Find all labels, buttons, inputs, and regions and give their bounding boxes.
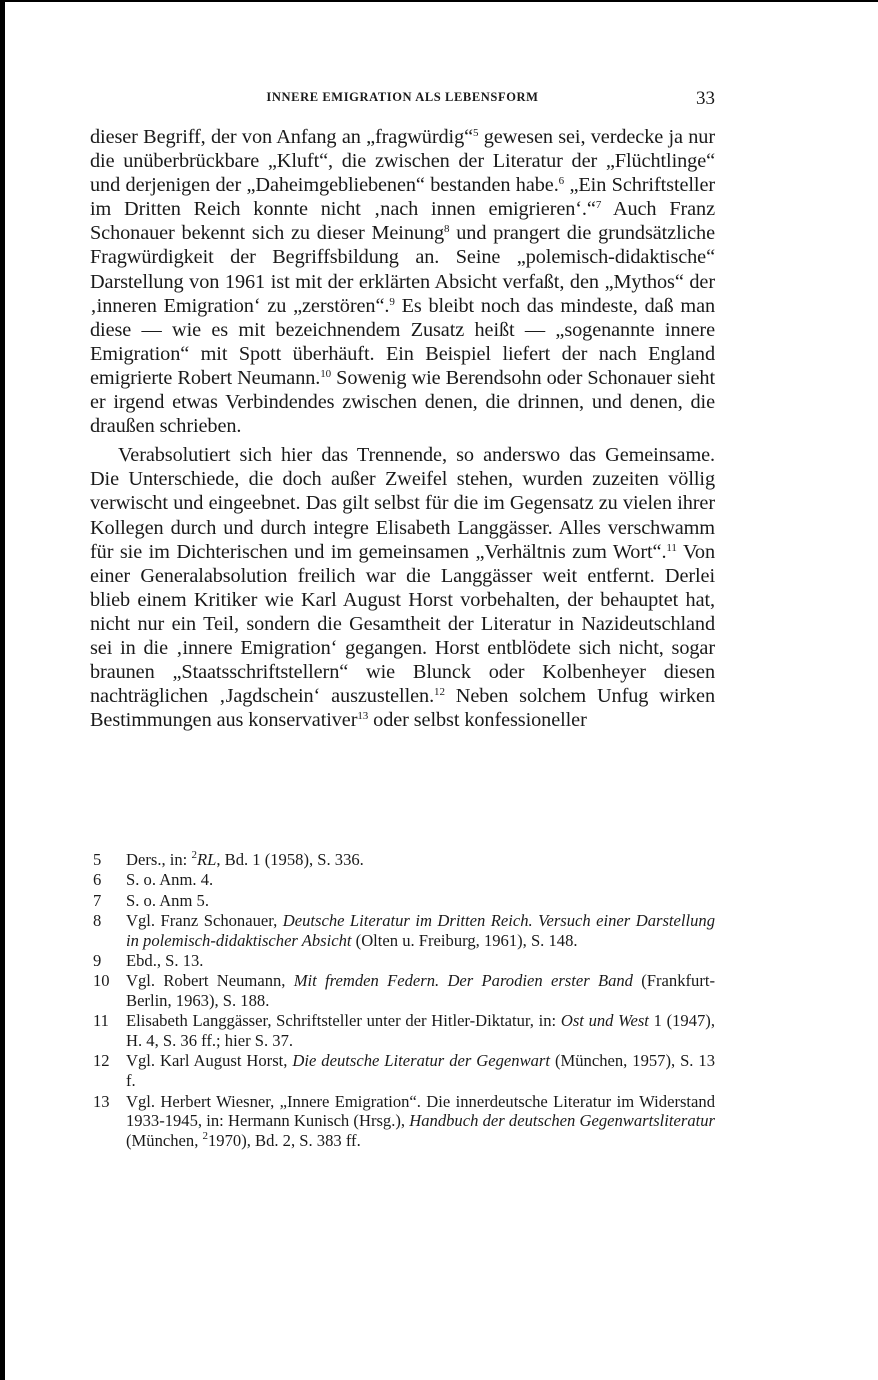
footnote-text: Vgl. Robert Neumann, Mit fremden Federn. Der Parodien erster Band (Frankfurt-Berlin, 1963), S. 188. bbox=[126, 971, 715, 1011]
footnote-text: Ebd., S. 13. bbox=[126, 950, 204, 970]
text-run: Neben solchem Unfug wirken Bestimmungen aus konservativer bbox=[90, 685, 715, 732]
text-run: oder selbst konfessioneller bbox=[368, 709, 587, 732]
footnote-number: 7 bbox=[93, 890, 102, 910]
text-run: Sowenig wie Berendsohn oder Schonauer sieht er irgend etwas Verbindendes zwischen denen, die drinnen, und denen, die draußen schrieben. bbox=[90, 366, 715, 438]
footnote-text: Vgl. Herbert Wiesner, „Innere Emigration“. Die innerdeutsche Literatur im Widerstand 1933-1945, in: Hermann Kunisch (Hrsg.), Handbuch der deutschen Gegenwartsliteratur (München, $^2$1970), Bd. 2, S. 383 ff. bbox=[126, 1091, 715, 1151]
footnote-text: Vgl. Franz Schonauer, Deutsche Literatur im Dritten Reich. Versuch einer Darstellung in polemisch-didaktischer Absicht (Olten u. Freiburg, 1961), S. 148. bbox=[126, 910, 715, 950]
footnote-9 bbox=[90, 951, 715, 971]
footnote-5 bbox=[90, 850, 715, 870]
main-text bbox=[90, 125, 715, 732]
edition-sup: 2 bbox=[191, 849, 197, 861]
footnote-13 bbox=[90, 1092, 715, 1151]
running-title: INNERE EMIGRATION ALS LEBENSFORM bbox=[266, 90, 539, 104]
footnote-6 bbox=[90, 870, 715, 890]
footnote-ref: 10 bbox=[320, 367, 332, 380]
text-run: dieser Begriff, der von Anfang an „fragwürdig“ bbox=[90, 126, 474, 148]
text-run: Von einer Generalabsolution freilich war die Langgässer weit entfernt. Derlei blieb einem Kritiker wie Karl August Horst vorbehalten, der behauptet hat, nicht nur ein Teil, sondern die Gesamtheit der Literatur in Nazideutschland sei in die ‚innere Emigration‘ gegangen. Horst entblödete sich nicht, sogar braunen „Staatsschriftstellern“ wie Blunck oder Kolbenheyer diesen nachträglichen ‚Jagdschein‘ auszustellen. bbox=[90, 540, 715, 708]
footnote-ref: 8 bbox=[443, 223, 450, 236]
footnote-number: 5 bbox=[93, 850, 102, 869]
footnote-ref: 9 bbox=[389, 295, 395, 308]
text-run: Verabsolutiert sich hier das Trennende, so anderswo das Gemeinsame. Die Unterschiede, die doch außer Zweifel stehen, wurden zuzeiten völlig verwischt und eingeebnet. Das gilt selbst für die im Gegensatz zu vielen ihrer Kollegen durch und durch integre Elisabeth Langgässer. Alles verschwamm für sie im Dichterischen und im gemeinsamen „Verhältnis zum Wort“. bbox=[90, 444, 715, 563]
paragraph-2 bbox=[90, 443, 715, 732]
footnote-7 bbox=[90, 891, 715, 911]
footnote-number: 12 bbox=[93, 1051, 110, 1071]
footnote-ref: 7 bbox=[595, 199, 602, 212]
footnote-text: S. o. Anm 5. bbox=[126, 890, 209, 910]
footnote-text: Ders., in: $^2$RL, Bd. 1 (1958), S. 336. bbox=[126, 849, 364, 869]
footnotes bbox=[90, 850, 715, 1151]
footnote-ref: 6 bbox=[558, 175, 565, 188]
footnote-number: 9 bbox=[93, 950, 102, 970]
text-run: „Ein Schriftsteller im Dritten Reich konnte nicht ‚nach innen emigrieren‘.“ bbox=[90, 174, 716, 221]
footnote-8 bbox=[90, 911, 715, 951]
footnote-12 bbox=[90, 1051, 715, 1091]
footnote-number: 13 bbox=[93, 1091, 110, 1111]
running-head bbox=[90, 88, 715, 112]
paragraph-1 bbox=[90, 125, 715, 438]
footnote-number: 6 bbox=[93, 870, 102, 890]
footnote-ref: 5 bbox=[473, 127, 479, 139]
page-number: 33 bbox=[696, 88, 715, 109]
footnote-number: 10 bbox=[93, 971, 110, 991]
footnote-ref: 12 bbox=[434, 686, 445, 699]
footnote-text: Vgl. Karl August Horst, Die deutsche Literatur der Gegenwart (München, 1957), S. 13 f. bbox=[126, 1051, 716, 1091]
footnote-number: 11 bbox=[93, 1011, 109, 1031]
scan-edge-top bbox=[0, 0, 878, 2]
text-run: und prangert die grundsätzliche Fragwürdigkeit der Begriffsbildung an. Seine „polemisch-didaktische“ Darstellung von 1961 ist mit der erklärten Absicht verfaßt, den „Mythos“ der ‚inneren Emigration‘ zu „zerstören“. bbox=[90, 222, 715, 317]
footnote-ref: 13 bbox=[357, 710, 369, 723]
footnote-10 bbox=[90, 971, 715, 1011]
footnote-ref: 11 bbox=[666, 541, 677, 554]
edition-sup: 2 bbox=[202, 1130, 208, 1143]
text-run: gewesen sei, verdecke ja nur die unüberbrückbare „Kluft“, die zwischen der Literatur der „Flüchtlinge“ und derjenigen der „Daheimgebliebenen“ bestanden habe. bbox=[90, 126, 716, 197]
footnote-text: Elisabeth Langgässer, Schriftsteller unter der Hitler-Diktatur, in: Ost und West 1 (1947), H. 4, S. 36 ff.; hier S. 37. bbox=[126, 1011, 715, 1051]
footnote-11 bbox=[90, 1011, 715, 1051]
footnote-text: S. o. Anm. 4. bbox=[126, 870, 214, 890]
text-run: Auch Franz Schonauer bekennt sich zu dieser Meinung bbox=[90, 198, 716, 245]
text-run: Es bleibt noch das mindeste, daß man diese — wie es mit bezeichnendem Zusatz heißt — „sogenannte innere Emigration“ mit Spott überhäuft. Ein Beispiel liefert der nach England emigrierte Robert Neumann. bbox=[90, 294, 716, 389]
footnote-number: 8 bbox=[93, 910, 102, 930]
scan-edge-left bbox=[0, 0, 5, 1380]
